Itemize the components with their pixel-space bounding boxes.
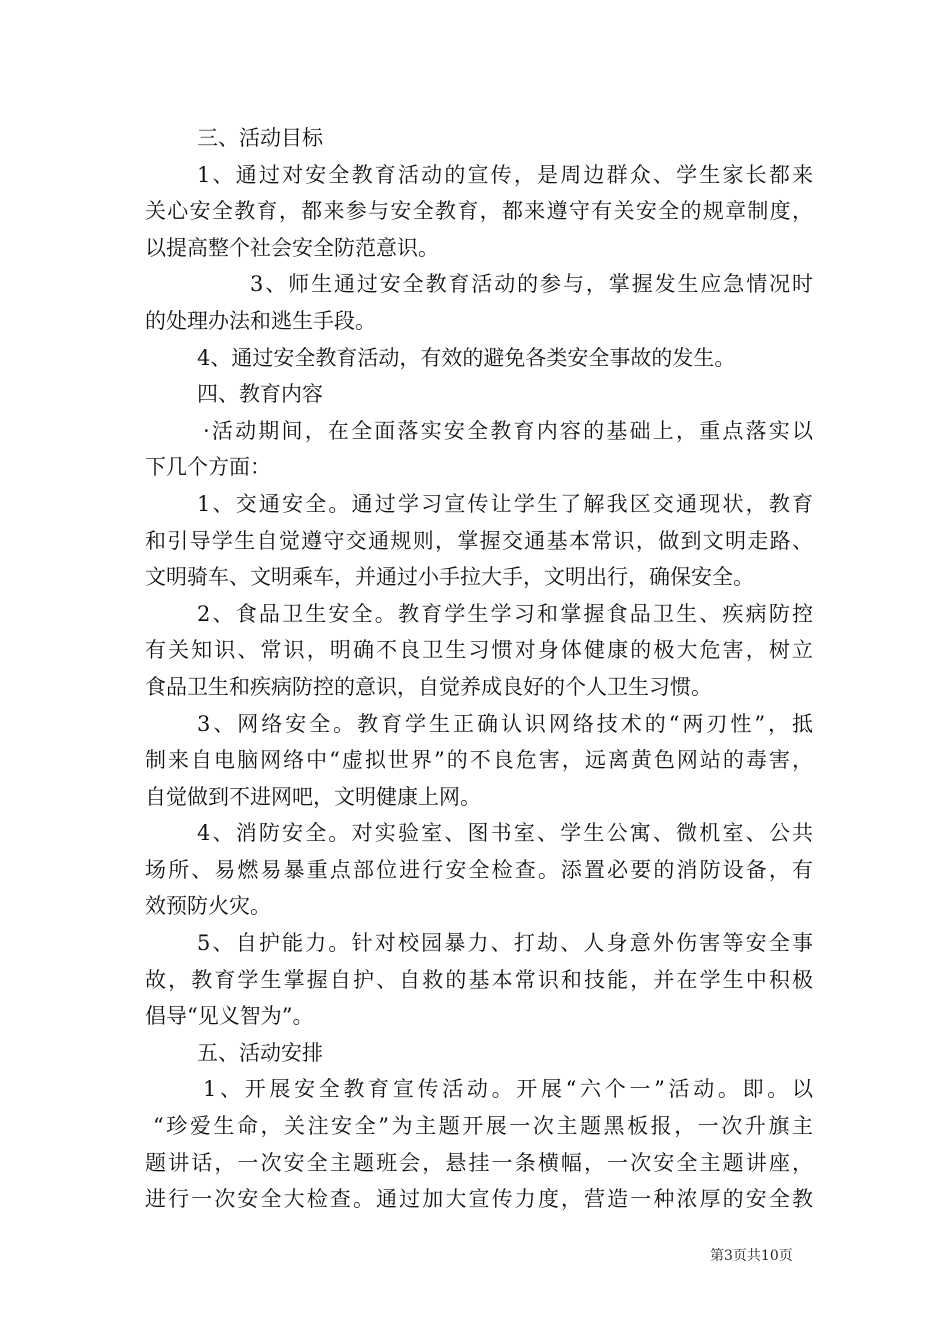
paragraph-line: 下几个方面：: [145, 455, 271, 480]
paragraph-line: 有关知识、常识，明确不良卫生习惯对身体健康的极大危害，树立: [145, 638, 813, 663]
paragraph-line: 和引导学生自觉遵守交通规则，掌握交通基本常识，做到文明走路、: [145, 528, 813, 553]
paragraph-line: 食品卫生和疾病防控的意识，自觉养成良好的个人卫生习惯。: [145, 674, 712, 699]
paragraph-line: 关心安全教育，都来参与安全教育，都来遵守有关安全的规章制度，: [145, 199, 813, 224]
paragraph-line: 4、消防安全。对实验室、图书室、学生公寓、微机室、公共: [197, 821, 813, 846]
paragraph-line: 自觉做到不进网吧，文明健康上网。: [145, 784, 481, 809]
paragraph-line: 题讲话，一次安全主题班会，悬挂一条横幅，一次安全主题讲座，: [145, 1150, 813, 1175]
paragraph-line: “珍爱生命，关注安全”为主题开展一次主题黑板报，一次升旗主: [153, 1114, 813, 1139]
paragraph-line: 进行一次安全大检查。通过加大宣传力度，营造一种浓厚的安全教: [145, 1187, 813, 1212]
paragraph-line: 倡导“见义智为”。: [145, 1004, 314, 1029]
paragraph-line: 的处理办法和逃生手段。: [145, 308, 376, 333]
section-heading: 四、教育内容: [197, 382, 323, 407]
paragraph-line: ·活动期间，在全面落实安全教育内容的基础上，重点落实以: [203, 418, 813, 443]
paragraph-line: 制来自电脑网络中“虚拟世界”的不良危害，远离黄色网站的毒害，: [145, 748, 813, 773]
section-heading: 三、活动目标: [197, 126, 323, 150]
section-heading: 五、活动安排: [197, 1040, 323, 1065]
paragraph-line: 2、食品卫生安全。教育学生学习和掌握食品卫生、疾病防控: [197, 601, 813, 626]
paragraph-line: 故，教育学生掌握自护、自救的基本常识和技能，并在学生中积极: [145, 967, 813, 992]
paragraph-line: 1、开展安全教育宣传活动。开展“六个一”活动。即。以: [203, 1077, 813, 1102]
paragraph-line: 3、网络安全。教育学生正确认识网络技术的“两刃性”，抵: [197, 711, 813, 736]
paragraph-line: 以提高整个社会安全防范意识。: [145, 235, 439, 260]
paragraph-line: 5、自护能力。针对校园暴力、打劫、人身意外伤害等安全事: [197, 931, 813, 956]
paragraph-line: 3、师生通过安全教育活动的参与，掌握发生应急情况时: [250, 272, 813, 297]
document-body: [145, 120, 813, 1218]
paragraph-line: 4、通过安全教育活动，有效的避免各类安全事故的发生。: [197, 345, 736, 370]
paragraph-line: 效预防火灾。: [145, 894, 271, 919]
page-number: 第3页共10页: [710, 1248, 793, 1264]
paragraph-line: 1、交通安全。通过学习宣传让学生了解我区交通现状，教育: [197, 491, 813, 516]
paragraph-line: 场所、易燃易暴重点部位进行安全检查。添置必要的消防设备，有: [145, 857, 813, 882]
paragraph-line: 文明骑车、文明乘车，并通过小手拉大手，文明出行，确保安全。: [145, 565, 754, 590]
paragraph-line: 1、通过对安全教育活动的宣传，是周边群众、学生家长都来: [197, 162, 813, 187]
